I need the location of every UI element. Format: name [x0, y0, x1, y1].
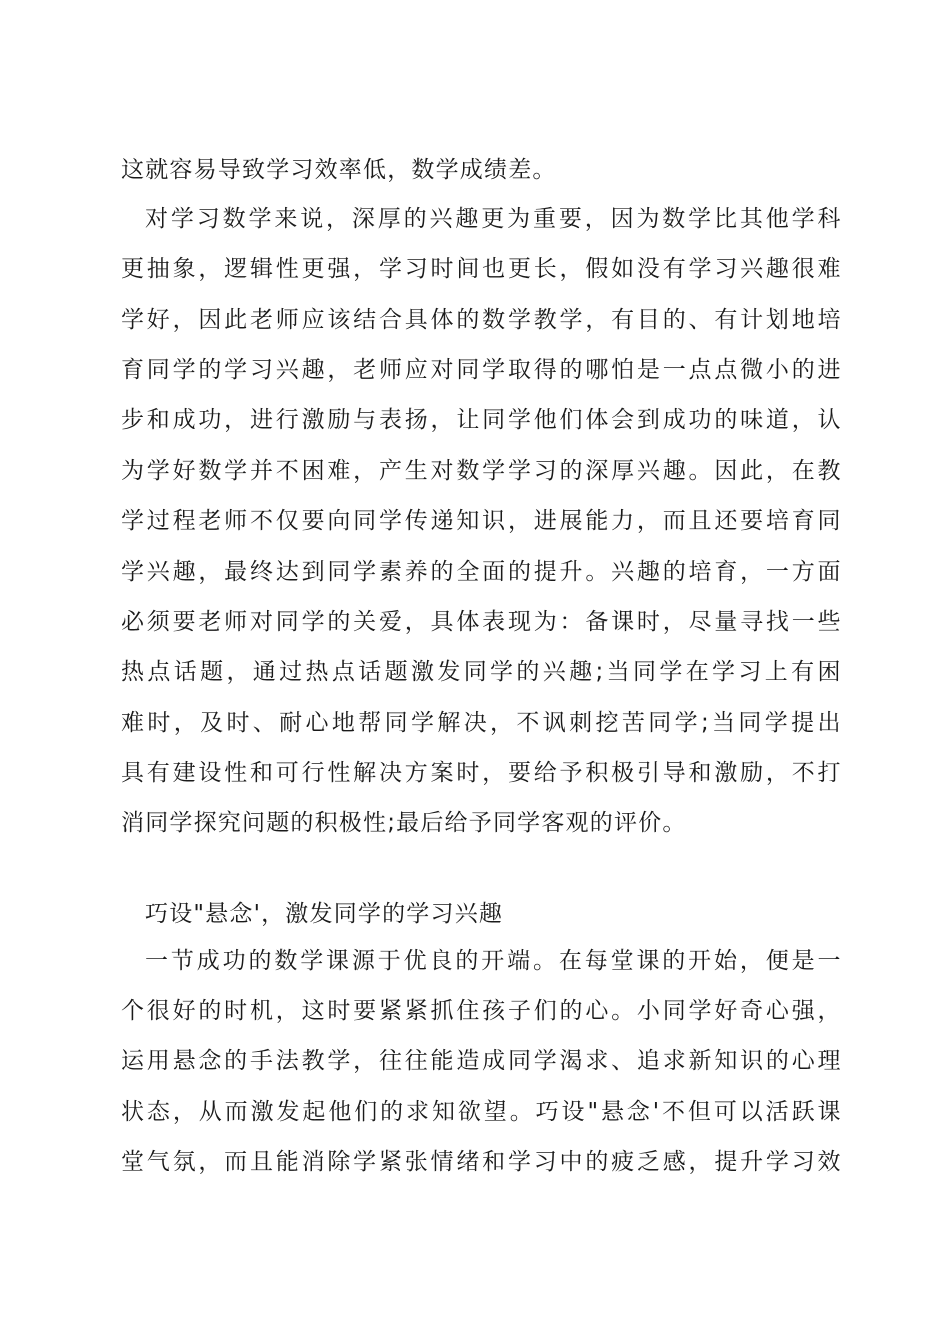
paragraph-2-line-6: 为学好数学并不困难，产生对数学学习的深厚兴趣。因此，在教	[121, 458, 841, 484]
section-heading: 巧设"悬念'，激发同学的学习兴趣	[145, 901, 504, 927]
paragraph-2-line-4: 育同学的学习兴趣，老师应对同学取得的哪怕是一点点微小的进	[121, 357, 841, 383]
paragraph-3-line-2: 个很好的时机，这时要紧紧抓住孩子们的心。小同学好奇心强，	[121, 998, 841, 1024]
paragraph-2-line-8: 学兴趣，最终达到同学素养的全面的提升。兴趣的培育，一方面	[121, 559, 841, 585]
paragraph-2-line-10: 热点话题，通过热点话题激发同学的兴趣;当同学在学习上有困	[121, 659, 841, 685]
paragraph-1-line-1: 这就容易导致学习效率低，数学成绩差。	[121, 157, 557, 183]
paragraph-2-line-13: 消同学探究问题的积极性;最后给予同学客观的评价。	[121, 810, 687, 836]
paragraph-2-line-2: 更抽象，逻辑性更强，学习时间也更长，假如没有学习兴趣很难	[121, 256, 841, 282]
paragraph-2-line-12: 具有建设性和可行性解决方案时，要给予积极引导和激励，不打	[121, 760, 841, 786]
paragraph-2-line-1: 对学习数学来说，深厚的兴趣更为重要，因为数学比其他学科	[145, 206, 841, 232]
paragraph-3-line-4: 状态，从而激发起他们的求知欲望。巧设"悬念'不但可以活跃课	[121, 1099, 841, 1125]
paragraph-2-line-11: 难时，及时、耐心地帮同学解决，不讽刺挖苦同学;当同学提出	[121, 710, 841, 736]
paragraph-3-line-5: 堂气氛，而且能消除学紧张情绪和学习中的疲乏感，提升学习效	[121, 1149, 841, 1175]
paragraph-3-line-1: 一节成功的数学课源于优良的开端。在每堂课的开始，便是一	[145, 948, 841, 974]
paragraph-2-line-5: 步和成功，进行激励与表扬，让同学他们体会到成功的味道，认	[121, 407, 841, 433]
paragraph-2-line-9: 必须要老师对同学的关爱，具体表现为：备课时，尽量寻找一些	[121, 609, 841, 635]
paragraph-3-line-3: 运用悬念的手法教学，往往能造成同学渴求、追求新知识的心理	[121, 1048, 841, 1074]
paragraph-2-line-7: 学过程老师不仅要向同学传递知识，进展能力，而且还要培育同	[121, 508, 841, 534]
paragraph-2-line-3: 学好，因此老师应该结合具体的数学教学，有目的、有计划地培	[121, 307, 841, 333]
